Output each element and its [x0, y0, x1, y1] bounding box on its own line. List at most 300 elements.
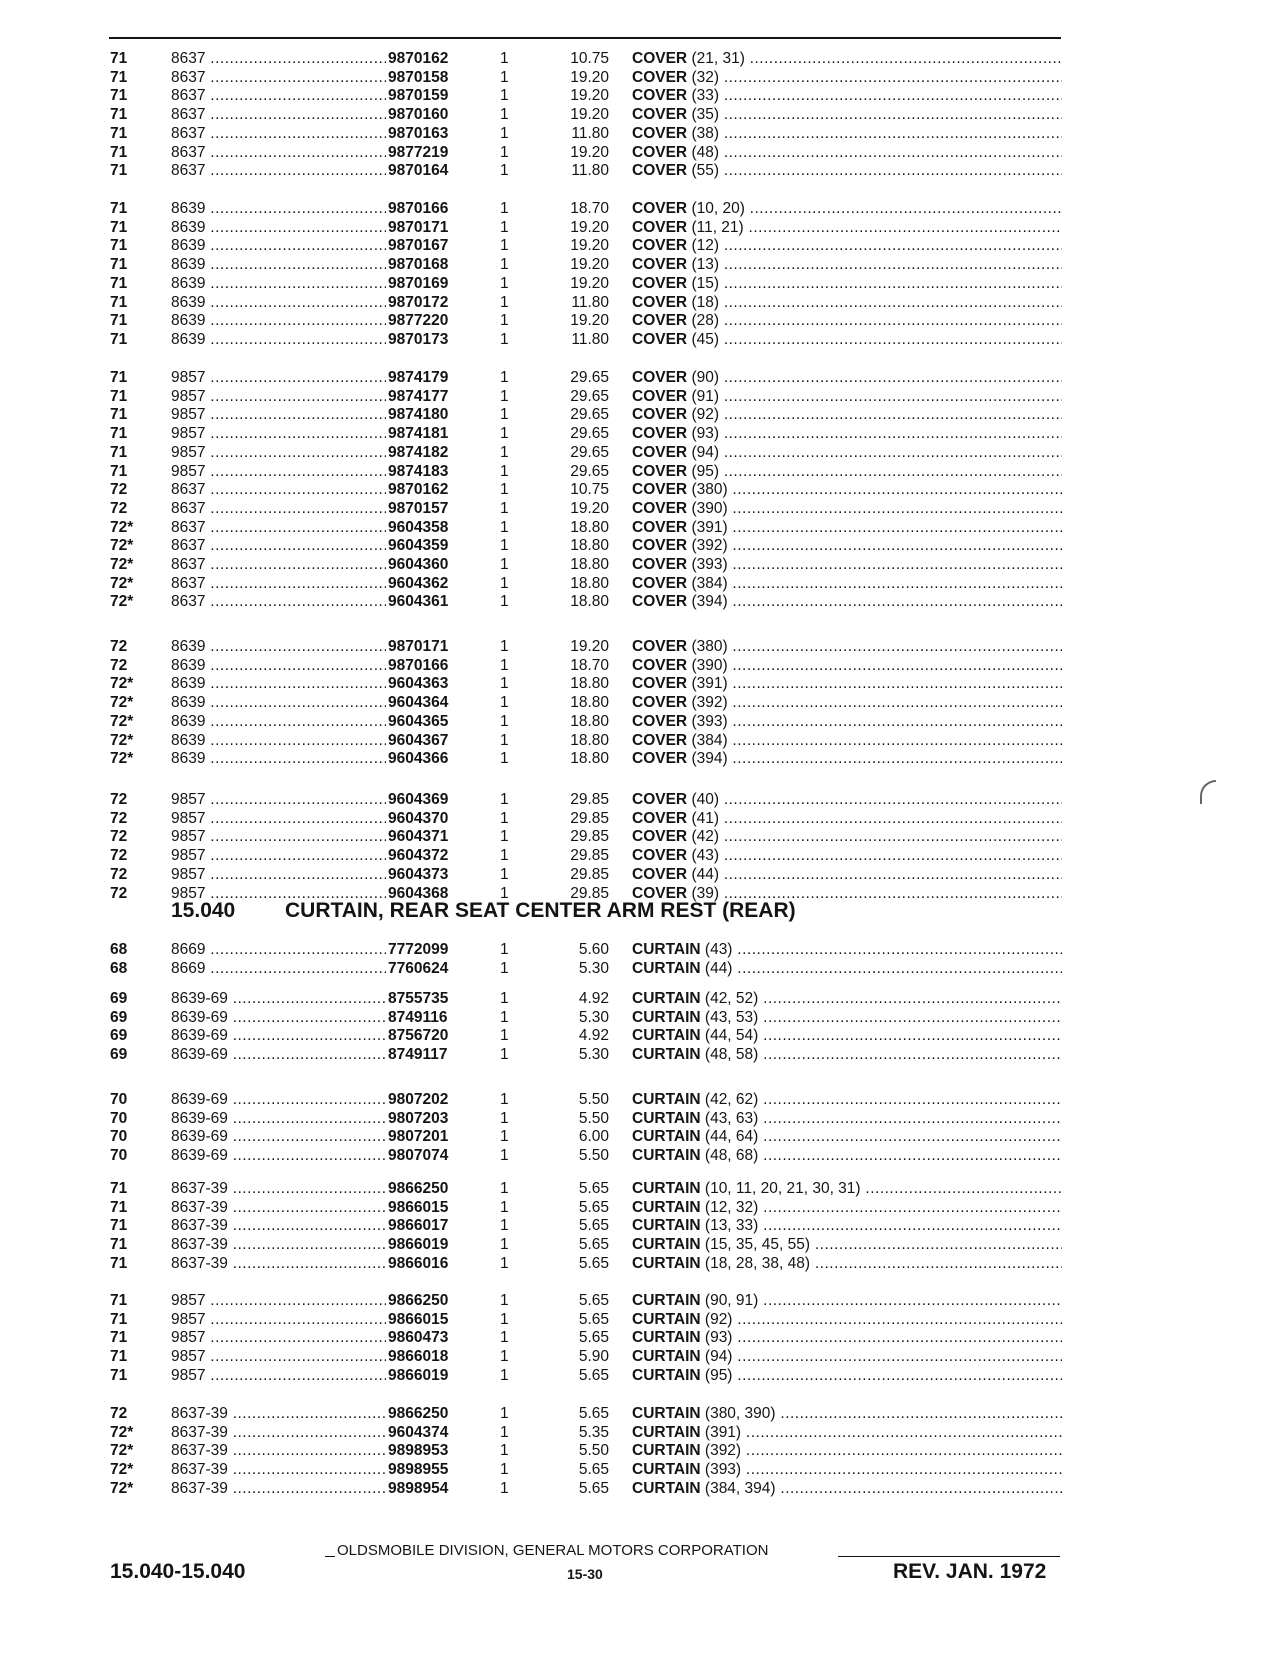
- part-description: [632, 500, 1062, 518]
- part-description: [632, 810, 1062, 828]
- quantity: 1: [500, 330, 509, 348]
- trim-codes: (28): [691, 312, 720, 330]
- list-price: 19.20: [570, 256, 609, 274]
- part-description: [632, 791, 1062, 809]
- body-model: 8639-69 .....: [171, 1110, 386, 1128]
- body-model: 8639 .....: [171, 694, 386, 712]
- part-description: [632, 638, 1062, 656]
- model-year: 69: [110, 1008, 128, 1026]
- part-number: 7760624: [388, 959, 449, 977]
- trim-codes: (93): [691, 425, 720, 443]
- list-price: 5.30: [578, 1046, 609, 1064]
- trim-codes: (391): [691, 675, 728, 693]
- part-name: COVER: [632, 293, 688, 311]
- part-number: 9874179: [388, 369, 449, 386]
- list-price: 5.65: [578, 1236, 609, 1254]
- list-price: 29.65: [570, 387, 609, 405]
- part-description: [632, 256, 1062, 274]
- footer-section-range: 15.040-15.040: [110, 1560, 246, 1583]
- body-model: 8637-39 .....: [171, 1217, 386, 1235]
- part-description: [632, 406, 1062, 424]
- trim-codes: (48): [691, 143, 720, 161]
- part-name: COVER: [632, 694, 688, 712]
- part-number: 9870162: [388, 481, 449, 499]
- part-number: 9870173: [388, 330, 449, 348]
- body-model: 8639-69 .....: [171, 1128, 386, 1146]
- list-price: 19.20: [570, 143, 609, 161]
- quantity: 1: [500, 162, 509, 180]
- body-model: 8637 .....: [171, 519, 386, 537]
- body-model: 9857 .....: [171, 1367, 386, 1385]
- model-year: 71: [110, 369, 128, 386]
- list-price: 18.80: [570, 537, 609, 555]
- footer-left-rule: [325, 1556, 335, 1557]
- model-year: 71: [110, 1310, 128, 1328]
- part-name: COVER: [632, 106, 688, 124]
- quantity: 1: [500, 1109, 509, 1127]
- footer-right-rule: [838, 1556, 1060, 1557]
- body-model: 8637 .....: [171, 593, 386, 611]
- body-model: 8639-69 .....: [171, 990, 386, 1008]
- quantity: 1: [500, 106, 509, 124]
- list-price: 11.80: [571, 293, 609, 311]
- part-name: COVER: [632, 731, 688, 749]
- part-description: [632, 694, 1062, 712]
- part-description: [632, 50, 1062, 68]
- part-name: COVER: [632, 638, 688, 655]
- body-model: 8639 .....: [171, 657, 386, 675]
- part-number: 9866250: [388, 1405, 449, 1422]
- part-name: COVER: [632, 406, 688, 424]
- quantity: 1: [500, 656, 509, 674]
- quantity: 1: [500, 990, 509, 1007]
- trim-codes: (94): [704, 1348, 733, 1366]
- list-price: 19.20: [570, 499, 609, 517]
- model-year: 71: [110, 162, 128, 180]
- part-description: [632, 1292, 1062, 1310]
- part-name: CURTAIN: [632, 1329, 701, 1347]
- part-description: [632, 1329, 1062, 1347]
- quantity: 1: [500, 387, 509, 405]
- quantity: 1: [500, 499, 509, 517]
- list-price: 4.92: [578, 1027, 609, 1045]
- model-year: 70: [110, 1147, 128, 1165]
- top-rule: [109, 37, 1061, 39]
- part-description: [632, 537, 1062, 555]
- list-price: 5.50: [578, 1147, 609, 1165]
- body-model: 8637 .....: [171, 87, 386, 105]
- quantity: 1: [500, 1254, 509, 1272]
- model-year: 72: [110, 1405, 128, 1422]
- part-number: 9898953: [388, 1442, 449, 1460]
- list-price: 29.85: [570, 884, 609, 902]
- trim-codes: (392): [704, 1442, 742, 1460]
- part-name: COVER: [632, 50, 688, 67]
- body-model: 9857 .....: [171, 1292, 386, 1310]
- model-year: 71: [110, 50, 128, 67]
- model-year: 72*: [110, 712, 134, 730]
- part-description: [632, 481, 1062, 499]
- body-model: 8637 .....: [171, 481, 386, 499]
- part-name: COVER: [632, 274, 688, 292]
- part-name: COVER: [632, 462, 688, 480]
- part-description: [632, 144, 1062, 162]
- body-model: 9857 .....: [171, 1348, 386, 1366]
- quantity: 1: [500, 1046, 509, 1064]
- part-description: [632, 960, 1062, 978]
- part-name: COVER: [632, 593, 688, 611]
- part-number: 9604374: [388, 1423, 449, 1441]
- body-model: 8637 .....: [171, 69, 386, 87]
- part-name: COVER: [632, 200, 688, 217]
- part-name: COVER: [632, 518, 688, 536]
- part-number: 8749117: [388, 1046, 448, 1064]
- part-name: CURTAIN: [632, 1008, 701, 1026]
- list-price: 10.75: [570, 481, 609, 499]
- body-model: 8637-39 .....: [171, 1424, 386, 1442]
- list-price: 29.85: [570, 809, 609, 827]
- list-price: 5.60: [578, 941, 609, 958]
- list-price: 29.65: [570, 369, 609, 386]
- quantity: 1: [500, 481, 509, 499]
- part-description: [632, 275, 1062, 293]
- quantity: 1: [500, 712, 509, 730]
- part-description: [632, 1255, 1062, 1273]
- list-price: 19.20: [570, 274, 609, 292]
- trim-codes: (12): [691, 237, 720, 255]
- part-name: COVER: [632, 656, 688, 674]
- part-description: [632, 1348, 1062, 1366]
- model-year: 71: [110, 274, 128, 292]
- body-model: 8637-39 .....: [171, 1180, 386, 1198]
- part-number: 9866015: [388, 1310, 449, 1328]
- part-description: [632, 847, 1062, 865]
- quantity: 1: [500, 68, 509, 86]
- part-description: [632, 1046, 1062, 1064]
- body-model: 8639 .....: [171, 750, 386, 768]
- part-name: COVER: [632, 884, 688, 902]
- part-name: COVER: [632, 237, 688, 255]
- model-year: 69: [110, 990, 128, 1007]
- quantity: 1: [500, 1180, 509, 1197]
- body-model: 8637 .....: [171, 575, 386, 593]
- part-name: COVER: [632, 499, 688, 517]
- quantity: 1: [500, 425, 509, 443]
- body-model: 8639 .....: [171, 256, 386, 274]
- quantity: 1: [500, 537, 509, 555]
- part-name: CURTAIN: [632, 1198, 701, 1216]
- part-name: CURTAIN: [632, 1461, 701, 1479]
- list-price: 29.85: [570, 847, 609, 865]
- part-name: CURTAIN: [632, 1442, 701, 1460]
- part-description: [632, 1461, 1062, 1479]
- part-name: COVER: [632, 828, 688, 846]
- part-name: COVER: [632, 425, 688, 443]
- model-year: 71: [110, 1217, 128, 1235]
- list-price: 5.65: [578, 1329, 609, 1347]
- quantity: 1: [500, 865, 509, 883]
- trim-codes: (45): [691, 330, 720, 348]
- model-year: 72: [110, 791, 128, 808]
- list-price: 5.50: [578, 1109, 609, 1127]
- quantity: 1: [500, 1008, 509, 1026]
- model-year: 71: [110, 406, 128, 424]
- footer-page-number: 15-30: [567, 1566, 603, 1582]
- list-price: 18.80: [570, 518, 609, 536]
- body-model: 9857 .....: [171, 1329, 386, 1347]
- body-model: 8639 .....: [171, 219, 386, 237]
- list-price: 11.80: [571, 162, 609, 180]
- part-description: [632, 162, 1062, 180]
- part-description: [632, 1311, 1062, 1329]
- part-name: CURTAIN: [632, 1310, 701, 1328]
- part-name: COVER: [632, 143, 688, 161]
- model-year: 71: [110, 87, 128, 105]
- part-name: CURTAIN: [632, 1217, 701, 1235]
- list-price: 10.75: [570, 50, 609, 67]
- part-name: CURTAIN: [632, 1348, 701, 1366]
- quantity: 1: [500, 1147, 509, 1165]
- list-price: 18.80: [570, 574, 609, 592]
- model-year: 68: [110, 959, 128, 977]
- part-description: [632, 1405, 1062, 1423]
- part-number: 9604370: [388, 809, 449, 827]
- part-number: 9807201: [388, 1128, 449, 1146]
- quantity: 1: [500, 809, 509, 827]
- part-number: 9604365: [388, 712, 449, 730]
- part-name: COVER: [632, 87, 688, 105]
- part-number: 9604360: [388, 556, 449, 573]
- footer-division: OLDSMOBILE DIVISION, GENERAL MOTORS CORPORATION: [337, 1542, 769, 1559]
- body-model: 9857 .....: [171, 406, 386, 424]
- trim-codes: (15, 35, 45, 55): [704, 1236, 811, 1254]
- trim-codes: (13, 33): [704, 1217, 759, 1235]
- trim-codes: (38): [691, 124, 720, 142]
- list-price: 18.70: [570, 200, 609, 217]
- quantity: 1: [500, 87, 509, 105]
- trim-codes: (44, 54): [704, 1027, 759, 1045]
- part-name: COVER: [632, 369, 688, 386]
- body-model: 8639 .....: [171, 275, 386, 293]
- part-description: [632, 828, 1062, 846]
- part-description: [632, 125, 1062, 143]
- quantity: 1: [500, 1236, 509, 1254]
- model-year: 72*: [110, 593, 134, 611]
- part-description: [632, 732, 1062, 750]
- section-number: 15.040: [171, 899, 236, 922]
- trim-codes: (394): [691, 750, 728, 768]
- part-description: [632, 1199, 1062, 1217]
- quantity: 1: [500, 750, 509, 768]
- model-year: 72*: [110, 518, 134, 536]
- trim-codes: (392): [691, 537, 728, 555]
- body-model: 8637-39 .....: [171, 1461, 386, 1479]
- quantity: 1: [500, 941, 509, 958]
- part-description: [632, 388, 1062, 406]
- part-description: [632, 425, 1062, 443]
- trim-codes: (380, 390): [704, 1405, 776, 1422]
- part-number: 9604371: [388, 828, 449, 846]
- part-number: 9866018: [388, 1348, 449, 1366]
- model-year: 72*: [110, 731, 134, 749]
- part-name: COVER: [632, 791, 688, 808]
- model-year: 72: [110, 638, 128, 655]
- quantity: 1: [500, 369, 509, 386]
- part-description: [632, 1027, 1062, 1045]
- trim-codes: (93): [704, 1329, 733, 1347]
- body-model: 8639-69 .....: [171, 1147, 386, 1165]
- part-name: COVER: [632, 537, 688, 555]
- part-description: [632, 1147, 1062, 1165]
- body-model: 8637-39 .....: [171, 1199, 386, 1217]
- trim-codes: (393): [704, 1461, 742, 1479]
- quantity: 1: [500, 1442, 509, 1460]
- body-model: 8639 .....: [171, 331, 386, 349]
- part-number: 9870168: [388, 256, 449, 274]
- part-name: CURTAIN: [632, 1128, 701, 1146]
- part-description: [632, 990, 1062, 1008]
- model-year: 71: [110, 256, 128, 274]
- body-model: 8669 .....: [171, 960, 386, 978]
- part-description: [632, 1217, 1062, 1235]
- part-description: [632, 713, 1062, 731]
- part-description: [632, 331, 1062, 349]
- quantity: 1: [500, 143, 509, 161]
- body-model: 9857 .....: [171, 369, 386, 387]
- part-name: COVER: [632, 330, 688, 348]
- quantity: 1: [500, 443, 509, 461]
- body-model: 8637 .....: [171, 106, 386, 124]
- model-year: 72*: [110, 750, 134, 768]
- quantity: 1: [500, 574, 509, 592]
- part-number: 8755735: [388, 990, 449, 1007]
- model-year: 70: [110, 1128, 128, 1146]
- part-name: COVER: [632, 750, 688, 768]
- part-name: COVER: [632, 387, 688, 405]
- trim-codes: (394): [691, 593, 728, 611]
- list-price: 5.30: [578, 1008, 609, 1026]
- quantity: 1: [500, 1366, 509, 1384]
- part-description: [632, 941, 1062, 959]
- list-price: 19.20: [570, 218, 609, 236]
- trim-codes: (91): [691, 387, 720, 405]
- model-year: 71: [110, 330, 128, 348]
- part-number: 9604363: [388, 675, 449, 693]
- part-description: [632, 593, 1062, 611]
- trim-codes: (10, 11, 20, 21, 30, 31): [704, 1180, 861, 1197]
- part-number: 9866250: [388, 1292, 449, 1309]
- part-number: 8749116: [388, 1008, 448, 1026]
- part-number: 9870172: [388, 293, 449, 311]
- part-number: 9604361: [388, 593, 449, 611]
- list-price: 11.80: [571, 124, 609, 142]
- model-year: 69: [110, 1027, 128, 1045]
- part-name: CURTAIN: [632, 1109, 701, 1127]
- list-price: 29.65: [570, 406, 609, 424]
- trim-codes: (391): [691, 518, 728, 536]
- part-name: CURTAIN: [632, 1180, 701, 1197]
- part-name: COVER: [632, 124, 688, 142]
- body-model: 8637 .....: [171, 162, 386, 180]
- body-model: 9857 .....: [171, 828, 386, 846]
- part-description: [632, 675, 1062, 693]
- part-number: 9874183: [388, 462, 449, 480]
- part-number: 9604362: [388, 574, 449, 592]
- part-name: CURTAIN: [632, 1046, 701, 1064]
- part-description: [632, 1236, 1062, 1254]
- trim-codes: (48, 58): [704, 1046, 759, 1064]
- list-price: 29.65: [570, 443, 609, 461]
- list-price: 5.65: [578, 1198, 609, 1216]
- list-price: 19.20: [570, 68, 609, 86]
- part-number: 9870166: [388, 656, 449, 674]
- trim-codes: (40): [691, 791, 720, 808]
- quantity: 1: [500, 1423, 509, 1441]
- model-year: 71: [110, 1348, 128, 1366]
- quantity: 1: [500, 1027, 509, 1045]
- quantity: 1: [500, 293, 509, 311]
- list-price: 5.50: [578, 1442, 609, 1460]
- part-name: CURTAIN: [632, 1091, 701, 1108]
- section-title: CURTAIN, REAR SEAT CENTER ARM REST (REAR): [285, 899, 796, 922]
- body-model: 8637-39 .....: [171, 1405, 386, 1423]
- quantity: 1: [500, 1217, 509, 1235]
- part-number: 9866015: [388, 1198, 449, 1216]
- part-name: CURTAIN: [632, 1479, 701, 1497]
- model-year: 71: [110, 218, 128, 236]
- quantity: 1: [500, 462, 509, 480]
- part-number: 9870167: [388, 237, 449, 255]
- list-price: 5.65: [578, 1479, 609, 1497]
- model-year: 71: [110, 443, 128, 461]
- part-description: [632, 1110, 1062, 1128]
- list-price: 18.80: [570, 556, 609, 573]
- trim-codes: (43): [704, 941, 733, 958]
- quantity: 1: [500, 200, 509, 217]
- part-name: COVER: [632, 865, 688, 883]
- trim-codes: (39): [691, 884, 720, 902]
- quantity: 1: [500, 1348, 509, 1366]
- trim-codes: (35): [691, 106, 720, 124]
- list-price: 5.90: [578, 1348, 609, 1366]
- trim-codes: (48, 68): [704, 1147, 759, 1165]
- trim-codes: (12, 32): [704, 1198, 759, 1216]
- part-name: CURTAIN: [632, 941, 701, 958]
- model-year: 71: [110, 1254, 128, 1272]
- part-number: 9870169: [388, 274, 449, 292]
- body-model: 8637 .....: [171, 125, 386, 143]
- part-number: 9874180: [388, 406, 449, 424]
- body-model: 8639 .....: [171, 237, 386, 255]
- part-description: [632, 1367, 1062, 1385]
- body-model: 8639 .....: [171, 713, 386, 731]
- model-year: 72*: [110, 574, 134, 592]
- quantity: 1: [500, 1292, 509, 1309]
- list-price: 18.70: [570, 656, 609, 674]
- part-number: 9604368: [388, 884, 449, 902]
- model-year: 72: [110, 809, 128, 827]
- body-model: 9857 .....: [171, 444, 386, 462]
- quantity: 1: [500, 406, 509, 424]
- part-name: COVER: [632, 443, 688, 461]
- trim-codes: (390): [691, 499, 728, 517]
- quantity: 1: [500, 1310, 509, 1328]
- trim-codes: (42): [691, 828, 720, 846]
- body-model: 8637 .....: [171, 144, 386, 162]
- model-year: 71: [110, 1329, 128, 1347]
- footer-revision-date: REV. JAN. 1972: [893, 1560, 1047, 1583]
- body-model: 8637 .....: [171, 500, 386, 518]
